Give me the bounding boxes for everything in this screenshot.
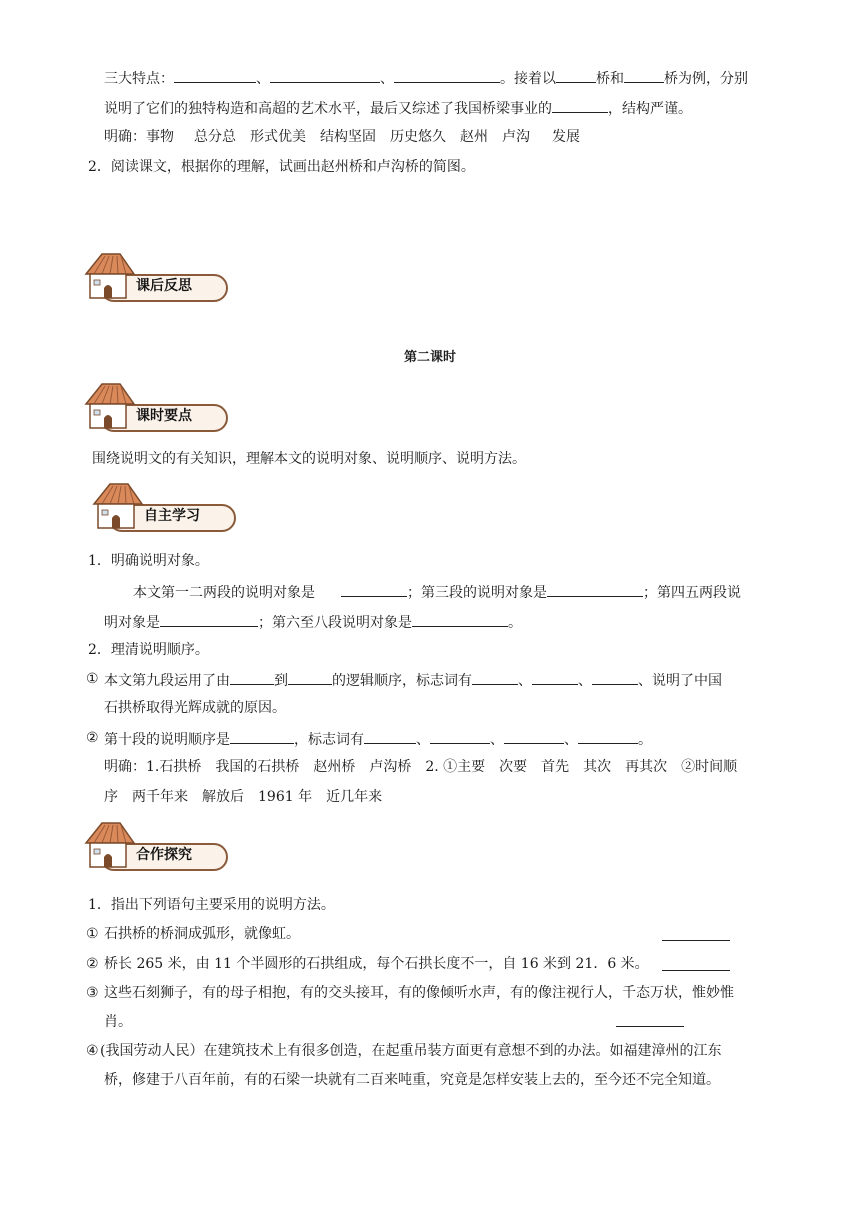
blank[interactable]: [578, 728, 638, 744]
blank[interactable]: [430, 728, 490, 744]
blank[interactable]: [230, 728, 294, 744]
blank[interactable]: [624, 67, 664, 83]
text: 、: [380, 71, 394, 87]
blank[interactable]: [174, 67, 256, 83]
answer-label: 明确：: [104, 129, 146, 145]
text: 桥为例，分别: [664, 71, 748, 87]
section-badge-explore: [80, 817, 230, 873]
explore-q1: 1．指出下列语句主要采用的说明方法。: [88, 897, 335, 913]
blank[interactable]: [412, 611, 508, 627]
explore-item3-line1: 这些石刻狮子，有的母子相抱，有的交头接耳，有的像倾听水声，有的像注视行人，千态万状，惟妙惟: [104, 985, 734, 1001]
text: 三大特点：: [104, 71, 174, 87]
text: 明对象是: [104, 615, 160, 631]
house-icon: [80, 248, 140, 304]
answer-item: 事物: [146, 129, 174, 145]
answer-item: 历史悠久: [390, 129, 446, 145]
answer-item: 赵州: [460, 129, 488, 145]
blank[interactable]: [341, 581, 407, 597]
self-q1-line1: [133, 581, 741, 603]
self-q2-item1-line1: [104, 669, 722, 691]
blank[interactable]: [394, 67, 500, 83]
blank[interactable]: [547, 581, 643, 597]
blank[interactable]: [364, 728, 416, 744]
answer-line: [104, 127, 580, 147]
answer-item: 发展: [552, 129, 580, 145]
explore-item2: 桥长 265 米，由 11 个半圆形的石拱组成，每个石拱长度不一，自 16 米到 21．6 米。: [104, 956, 649, 972]
explore-item4-marker: ④: [86, 1043, 99, 1059]
self-q2: 2．理清说明顺序。: [88, 642, 209, 658]
blank[interactable]: [288, 669, 332, 685]
text: ，结构严谨。: [608, 101, 692, 117]
badge-label: 课后反思: [136, 278, 192, 294]
section-badge-keypoints: [80, 378, 230, 434]
blank[interactable]: [504, 728, 564, 744]
blank[interactable]: [230, 669, 274, 685]
explore-item1: 石拱桥的桥洞成弧形，就像虹。: [104, 926, 300, 942]
blank[interactable]: [270, 67, 380, 83]
blank[interactable]: [592, 669, 638, 685]
blank[interactable]: [552, 97, 608, 113]
explore-item4-line1: (我国劳动人民）在建筑技术上有很多创造，在起重吊装方面更有意想不到的办法。如福建漳州的江东: [100, 1043, 722, 1059]
explore-item3-answer-blank[interactable]: [616, 1026, 684, 1027]
explore-item2-marker: ②: [86, 956, 99, 972]
self-answer-line1: 明确：1.石拱桥 我国的石拱桥 赵州桥 卢沟桥 2. ①主要 次要 首先 其次 再其次 ②时间顺: [104, 759, 738, 775]
badge-label: 课时要点: [136, 408, 192, 424]
explore-item3-line2: 肖。: [104, 1014, 132, 1030]
text: 。: [638, 732, 652, 748]
answer-item: 形式优美: [250, 129, 306, 145]
blank[interactable]: [532, 669, 578, 685]
self-q2-item1-marker: ①: [86, 671, 99, 687]
section-badge-self-study: [88, 478, 238, 534]
explore-item2-answer-blank[interactable]: [662, 970, 730, 971]
text: 。: [508, 615, 522, 631]
summary-line: [104, 97, 692, 119]
text: 第十段的说明顺序是: [104, 732, 230, 748]
answer-item: 卢沟: [502, 129, 530, 145]
text: 、: [578, 673, 592, 689]
text: 、: [256, 71, 270, 87]
text: 到: [274, 673, 288, 689]
keypoints-text: 围绕说明文的有关知识，理解本文的说明对象、说明顺序、说明方法。: [92, 451, 526, 467]
text: 、: [416, 732, 430, 748]
text: ，标志词有: [294, 732, 364, 748]
answer-item: 总分总: [194, 129, 236, 145]
explore-item3-marker: ③: [86, 985, 99, 1001]
self-q2-item2-line: [104, 728, 652, 750]
text: 、: [518, 673, 532, 689]
text: 说明了它们的独特构造和高超的艺术水平，最后又综述了我国桥梁事业的: [104, 101, 552, 117]
text: 桥和: [596, 71, 624, 87]
house-icon: [88, 478, 148, 534]
lesson-two-title: 第二课时: [403, 350, 456, 365]
badge-label: 合作探究: [136, 847, 192, 863]
features-line: [104, 67, 748, 89]
text: ；第四五两段说: [643, 585, 741, 601]
self-q1: 1．明确说明对象。: [88, 553, 209, 569]
house-icon: [80, 817, 140, 873]
text: 、: [564, 732, 578, 748]
text: ；第三段的说明对象是: [407, 585, 547, 601]
blank[interactable]: [160, 611, 258, 627]
badge-label: 自主学习: [144, 508, 200, 524]
text: 。接着以: [500, 71, 556, 87]
blank[interactable]: [556, 67, 596, 83]
text: 、说明了中国: [638, 673, 722, 689]
question-draw-bridges: 2．阅读课文，根据你的理解，试画出赵州桥和卢沟桥的简图。: [88, 159, 475, 175]
self-answer-line2: 序 两千年来 解放后 1961 年 近几年来: [104, 789, 383, 805]
self-q1-line2: [104, 611, 522, 633]
explore-item4-line2: 桥，修建于八百年前，有的石梁一块就有二百来吨重，究竟是怎样安装上去的，至今还不完全知道。: [104, 1072, 720, 1088]
text: 的逻辑顺序，标志词有: [332, 673, 472, 689]
answer-item: 结构坚固: [320, 129, 376, 145]
house-icon: [80, 378, 140, 434]
explore-item1-marker: ①: [86, 926, 99, 942]
text: ；第六至八段说明对象是: [258, 615, 412, 631]
text: 本文第一二两段的说明对象是: [133, 585, 315, 601]
section-badge-reflect: [80, 248, 230, 304]
explore-item1-answer-blank[interactable]: [662, 940, 730, 941]
text: 本文第九段运用了由: [104, 673, 230, 689]
blank[interactable]: [472, 669, 518, 685]
self-q2-item1-line2: 石拱桥取得光辉成就的原因。: [104, 700, 286, 716]
self-q2-item2-marker: ②: [86, 730, 99, 746]
text: 、: [490, 732, 504, 748]
